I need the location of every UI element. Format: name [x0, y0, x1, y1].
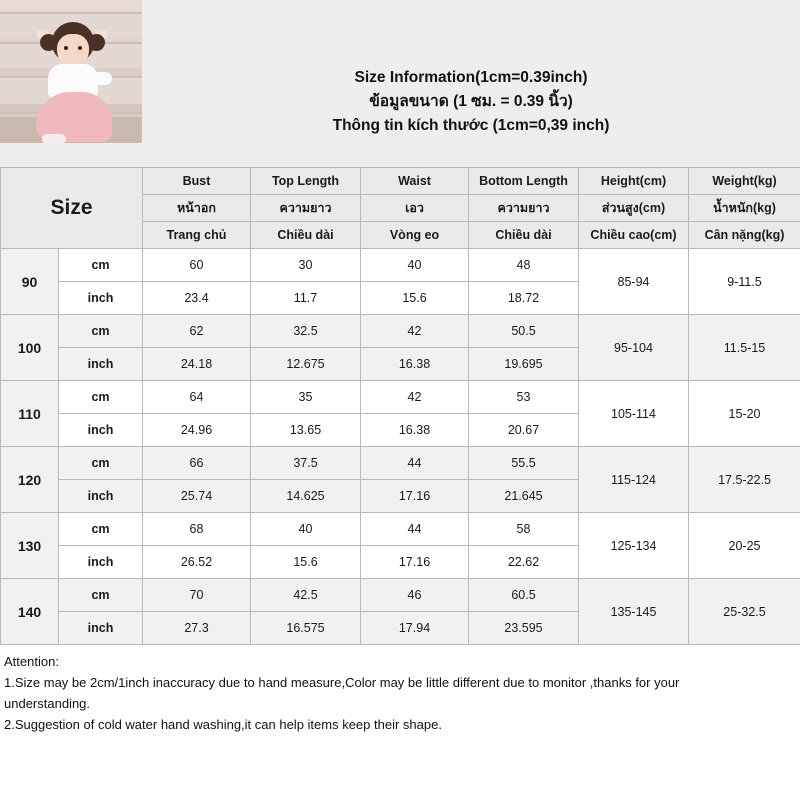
- col-header-bust-en: Bust: [143, 168, 251, 195]
- unit-cm: cm: [59, 315, 143, 348]
- col-header-toplength-en: Top Length: [251, 168, 361, 195]
- unit-cm: cm: [59, 579, 143, 612]
- cell-toplength-inch: 14.625: [251, 480, 361, 513]
- cell-weight: 20-25: [689, 513, 800, 579]
- table-row: [1, 513, 800, 546]
- unit-inch: inch: [59, 282, 143, 315]
- table-header-row-en: [1, 168, 800, 195]
- cell-toplength-inch: 13.65: [251, 414, 361, 447]
- size-table: [0, 167, 800, 645]
- cell-height: 85-94: [579, 249, 689, 315]
- cell-toplength-inch: 12.675: [251, 348, 361, 381]
- cell-bust-inch: 23.4: [143, 282, 251, 315]
- cell-bottomlength-inch: 23.595: [469, 612, 579, 645]
- col-header-bust-vi: Trang chủ: [143, 222, 251, 249]
- cell-toplength-cm: 42.5: [251, 579, 361, 612]
- row-size-label: 110: [1, 381, 59, 447]
- cell-toplength-inch: 16.575: [251, 612, 361, 645]
- header-spacer-left: [0, 143, 142, 167]
- attention-note: [0, 645, 800, 735]
- child-model-figure: [30, 20, 116, 142]
- row-size-label: 100: [1, 315, 59, 381]
- cell-height: 125-134: [579, 513, 689, 579]
- cell-height: 105-114: [579, 381, 689, 447]
- cell-waist-cm: 46: [361, 579, 469, 612]
- cell-bust-inch: 25.74: [143, 480, 251, 513]
- arm: [90, 72, 112, 85]
- cell-toplength-cm: 40: [251, 513, 361, 546]
- cell-weight: 11.5-15: [689, 315, 800, 381]
- table-row: [1, 579, 800, 612]
- col-header-height-en: Height(cm): [579, 168, 689, 195]
- unit-cm: cm: [59, 513, 143, 546]
- cell-bottomlength-inch: 22.62: [469, 546, 579, 579]
- attention-heading: Attention:: [4, 654, 59, 669]
- col-header-weight-th: น้ำหนัก(kg): [689, 195, 800, 222]
- header-banner: [0, 0, 800, 167]
- col-header-weight-vi: Cân nặng(kg): [689, 222, 800, 249]
- cell-bottomlength-inch: 19.695: [469, 348, 579, 381]
- row-size-label: 140: [1, 579, 59, 645]
- unit-inch: inch: [59, 348, 143, 381]
- unit-inch: inch: [59, 480, 143, 513]
- product-photo: [0, 0, 142, 143]
- cell-bust-cm: 64: [143, 381, 251, 414]
- cell-bottomlength-inch: 20.67: [469, 414, 579, 447]
- cell-bottomlength-cm: 60.5: [469, 579, 579, 612]
- col-header-waist-en: Waist: [361, 168, 469, 195]
- cell-bust-cm: 60: [143, 249, 251, 282]
- cell-waist-inch: 16.38: [361, 414, 469, 447]
- cell-waist-cm: 42: [361, 315, 469, 348]
- cell-toplength-cm: 35: [251, 381, 361, 414]
- unit-cm: cm: [59, 381, 143, 414]
- cell-weight: 15-20: [689, 381, 800, 447]
- unit-cm: cm: [59, 249, 143, 282]
- attention-line-1: 1.Size may be 2cm/1inch inaccuracy due to hand measure,Color may be little different due to monitor ,thanks for your: [4, 675, 680, 690]
- attention-line-1-cont: understanding.: [4, 696, 91, 711]
- cell-bottomlength-cm: 55.5: [469, 447, 579, 480]
- col-header-waist-vi: Vòng eo: [361, 222, 469, 249]
- unit-cm: cm: [59, 447, 143, 480]
- cell-toplength-cm: 30: [251, 249, 361, 282]
- cell-bust-inch: 27.3: [143, 612, 251, 645]
- col-header-toplength-vi: Chiều dài: [251, 222, 361, 249]
- cell-weight: 25-32.5: [689, 579, 800, 645]
- attention-line-2: 2.Suggestion of cold water hand washing,it can help items keep their shape.: [4, 717, 442, 732]
- table-row: [1, 447, 800, 480]
- col-header-bottomlength-en: Bottom Length: [469, 168, 579, 195]
- row-size-label: 90: [1, 249, 59, 315]
- cell-weight: 17.5-22.5: [689, 447, 800, 513]
- cell-bottomlength-inch: 18.72: [469, 282, 579, 315]
- face: [57, 34, 89, 67]
- col-header-bust-th: หน้าอก: [143, 195, 251, 222]
- eye-right: [78, 46, 82, 50]
- size-word-cell: Size: [1, 168, 143, 249]
- row-size-label: 120: [1, 447, 59, 513]
- table-row: [1, 315, 800, 348]
- col-header-weight-en: Weight(kg): [689, 168, 800, 195]
- cell-toplength-inch: 15.6: [251, 546, 361, 579]
- cell-bust-cm: 70: [143, 579, 251, 612]
- shoe: [42, 134, 66, 143]
- col-header-height-vi: Chiều cao(cm): [579, 222, 689, 249]
- cell-height: 95-104: [579, 315, 689, 381]
- cell-bottomlength-inch: 21.645: [469, 480, 579, 513]
- cell-waist-cm: 44: [361, 447, 469, 480]
- title-english: Size Information(1cm=0.39inch): [354, 69, 588, 86]
- cell-toplength-cm: 32.5: [251, 315, 361, 348]
- cell-bottomlength-cm: 50.5: [469, 315, 579, 348]
- col-header-bottomlength-th: ความยาว: [469, 195, 579, 222]
- col-header-toplength-th: ความยาว: [251, 195, 361, 222]
- cell-bust-cm: 66: [143, 447, 251, 480]
- eye-left: [64, 46, 68, 50]
- cell-bottomlength-cm: 48: [469, 249, 579, 282]
- cell-height: 115-124: [579, 447, 689, 513]
- col-header-bottomlength-vi: Chiều dài: [469, 222, 579, 249]
- col-header-waist-th: เอว: [361, 195, 469, 222]
- cell-bottomlength-cm: 53: [469, 381, 579, 414]
- cell-bust-inch: 24.96: [143, 414, 251, 447]
- cell-waist-cm: 40: [361, 249, 469, 282]
- cell-bust-cm: 62: [143, 315, 251, 348]
- cell-waist-cm: 44: [361, 513, 469, 546]
- col-header-height-th: ส่วนสูง(cm): [579, 195, 689, 222]
- row-size-label: 130: [1, 513, 59, 579]
- cell-toplength-cm: 37.5: [251, 447, 361, 480]
- unit-inch: inch: [59, 612, 143, 645]
- title-vietnamese: Thông tin kích thước (1cm=0,39 inch): [332, 117, 610, 134]
- cell-waist-cm: 42: [361, 381, 469, 414]
- cell-height: 135-145: [579, 579, 689, 645]
- table-row: [1, 249, 800, 282]
- table-row: [1, 381, 800, 414]
- header-spacer-right: [142, 143, 800, 167]
- cell-waist-inch: 15.6: [361, 282, 469, 315]
- cell-bust-inch: 26.52: [143, 546, 251, 579]
- cell-waist-inch: 17.94: [361, 612, 469, 645]
- cell-waist-inch: 17.16: [361, 546, 469, 579]
- cell-bust-inch: 24.18: [143, 348, 251, 381]
- cell-bottomlength-cm: 58: [469, 513, 579, 546]
- cell-toplength-inch: 11.7: [251, 282, 361, 315]
- unit-inch: inch: [59, 546, 143, 579]
- cell-waist-inch: 16.38: [361, 348, 469, 381]
- unit-inch: inch: [59, 414, 143, 447]
- title-thai: ข้อมูลขนาด (1 ซม. = 0.39 นิ้ว): [369, 93, 573, 110]
- cell-weight: 9-11.5: [689, 249, 800, 315]
- cell-waist-inch: 17.16: [361, 480, 469, 513]
- title-block: [142, 0, 800, 167]
- cell-bust-cm: 68: [143, 513, 251, 546]
